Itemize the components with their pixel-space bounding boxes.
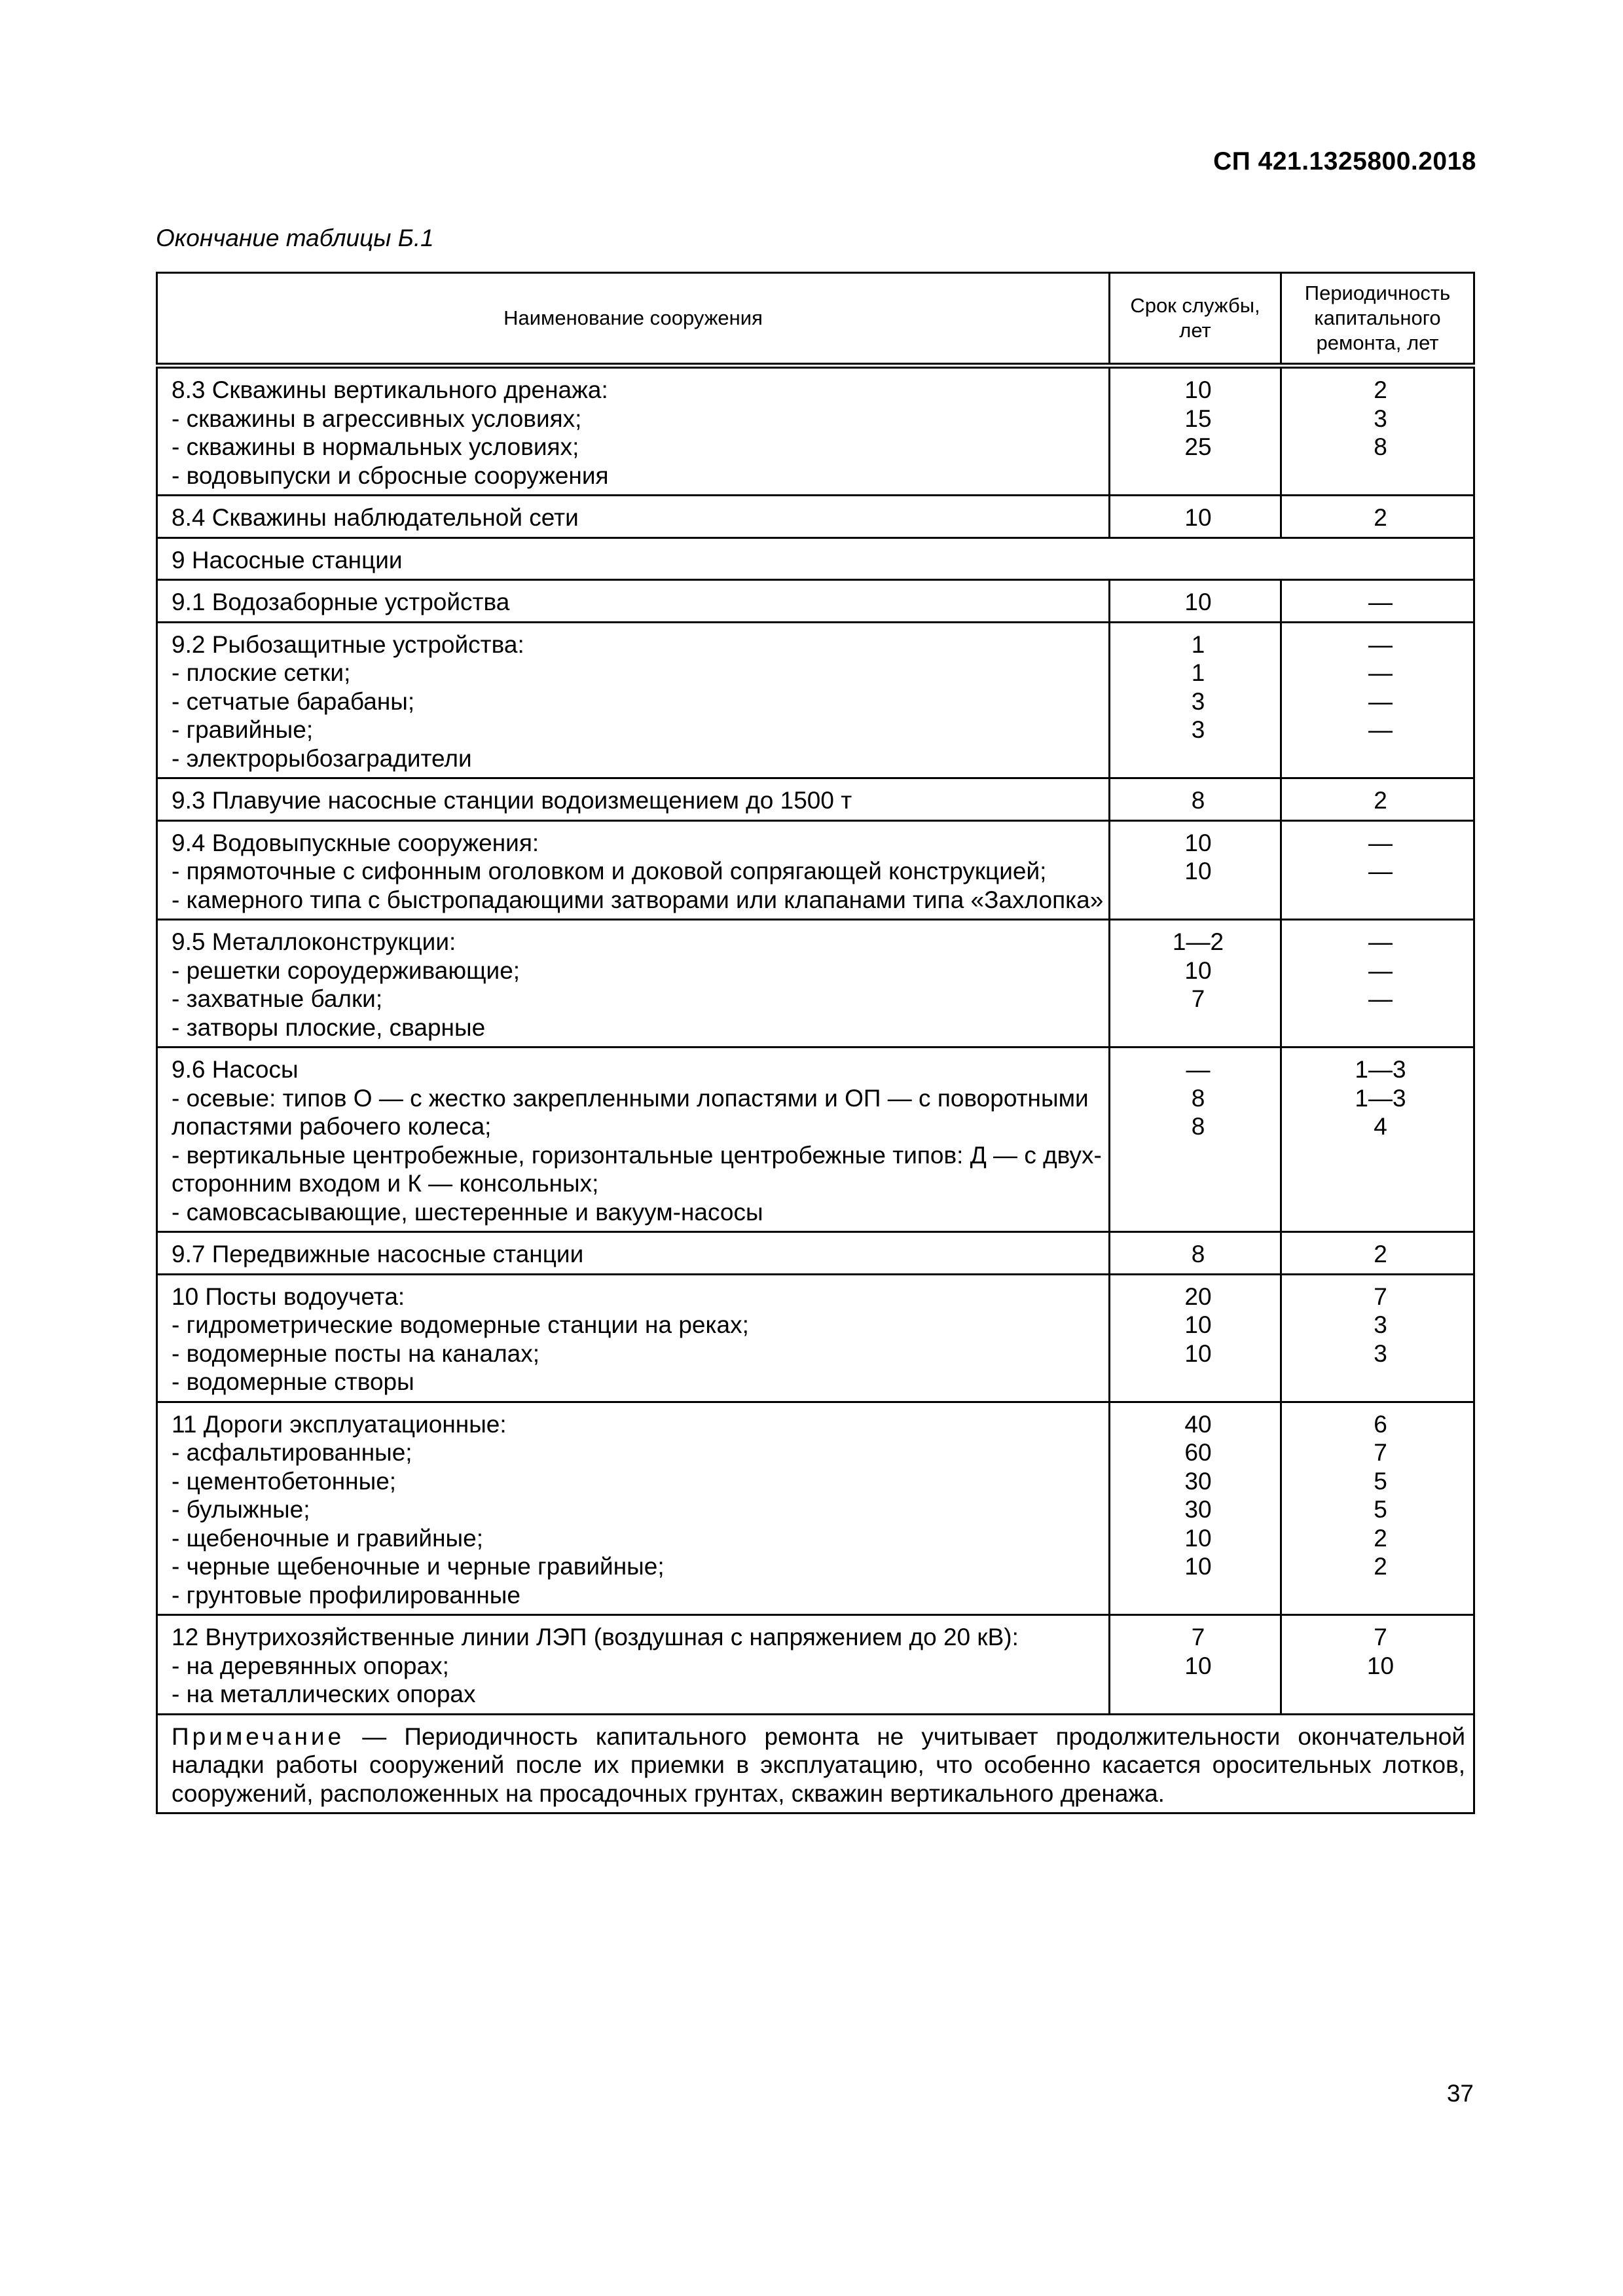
table-caption: Окончание таблицы Б.1	[156, 225, 434, 251]
table-row	[157, 580, 1474, 623]
repair-period-cell	[1281, 1274, 1474, 1402]
repair-period-cell-line: —	[1368, 829, 1393, 856]
structure-name-cell-line: - на металлических опорах	[172, 1681, 476, 1707]
structure-name-cell-line: - решетки сороудерживающие;	[172, 957, 520, 984]
structure-name-cell-line: - булыжные;	[172, 1496, 310, 1523]
structure-name-cell	[157, 1048, 1110, 1232]
structure-name-cell-line: - на деревянных опорах;	[172, 1652, 449, 1679]
table-row	[157, 538, 1474, 580]
structure-name-cell-line: - грунтовые профилированные	[172, 1581, 520, 1609]
repair-period-cell	[1281, 1048, 1474, 1232]
service-life-cell-line: 10	[1184, 957, 1212, 984]
service-life-cell	[1110, 366, 1281, 496]
service-life-cell	[1110, 1274, 1281, 1402]
repair-period-cell-line: —	[1368, 589, 1393, 615]
column-header-repair-period: Периодичность капитального ремонта, лет	[1281, 273, 1474, 366]
service-life-cell-line: 10	[1184, 504, 1212, 531]
structure-name-cell-line: 9.7 Передвижные насосные станции	[172, 1241, 584, 1267]
structure-name-cell-line: - гидрометрические водомерные станции на реках;	[172, 1311, 749, 1338]
table-row	[157, 1402, 1474, 1615]
table-row	[157, 1232, 1474, 1275]
service-life-cell-line: 8	[1191, 1113, 1205, 1140]
service-life-cell-line: 10	[1184, 1553, 1212, 1580]
service-life-cell-line: 7	[1191, 985, 1205, 1012]
service-life-cell	[1110, 820, 1281, 920]
structure-name-cell-line: - захватные балки;	[172, 985, 383, 1012]
service-life-table	[156, 272, 1475, 1814]
service-life-cell	[1110, 920, 1281, 1048]
service-life-cell-line: —	[1186, 1056, 1211, 1083]
structure-name-cell-line: 9.5 Металлоконструкции:	[172, 928, 456, 955]
repair-period-cell-line: —	[1368, 659, 1393, 686]
repair-period-cell-line: 1—3	[1355, 1084, 1406, 1112]
repair-period-cell-line: 2	[1374, 1524, 1387, 1552]
structure-name-cell-line: - прямоточные с сифонным оголовком и доковой сопрягающей конструкцией;	[172, 858, 1047, 884]
service-life-cell	[1110, 622, 1281, 778]
structure-name-cell-line: 9.3 Плавучие насосные станции водоизмещением до 1500 т	[172, 787, 852, 814]
repair-period-cell	[1281, 580, 1474, 623]
service-life-cell	[1110, 1232, 1281, 1275]
table-note-row	[157, 1714, 1474, 1813]
repair-period-cell	[1281, 1615, 1474, 1715]
repair-period-cell-line: —	[1368, 630, 1393, 658]
repair-period-cell	[1281, 366, 1474, 496]
note-label: Примечание	[172, 1722, 345, 1750]
structure-name-cell-line: - осевые: типов О — с жестко закрепленными лопастями и ОП — с поворотными	[172, 1084, 1089, 1112]
service-life-cell-line: 30	[1184, 1467, 1212, 1495]
service-life-cell-line: 3	[1191, 716, 1205, 743]
structure-name-cell-line: 10 Посты водоучета:	[172, 1283, 405, 1310]
structure-name-cell-line: - сетчатые барабаны;	[172, 687, 415, 715]
structure-name-cell-line: - водовыпуски и сбросные сооружения	[172, 462, 609, 489]
structure-name-cell-line: 9.4 Водовыпускные сооружения:	[172, 829, 539, 856]
service-life-cell-line: 1	[1191, 630, 1205, 658]
table-row	[157, 1048, 1474, 1232]
structure-name-cell-line: - черные щебеночные и черные гравийные;	[172, 1553, 665, 1580]
repair-period-cell-line: 4	[1374, 1113, 1387, 1140]
service-life-cell-line: 40	[1184, 1410, 1212, 1438]
table-row	[157, 820, 1474, 920]
service-life-cell-line: 8	[1191, 1084, 1205, 1112]
structure-name-cell	[157, 820, 1110, 920]
repair-period-cell-line: —	[1368, 858, 1393, 884]
table-row	[157, 366, 1474, 496]
structure-name-cell	[157, 496, 1110, 538]
structure-name-cell	[157, 622, 1110, 778]
service-life-cell	[1110, 1615, 1281, 1715]
service-life-cell-line: 10	[1184, 858, 1212, 884]
repair-period-cell	[1281, 920, 1474, 1048]
service-life-cell-line: 30	[1184, 1496, 1212, 1523]
repair-period-cell-line: —	[1368, 985, 1393, 1012]
service-life-cell-line: 8	[1191, 787, 1205, 814]
service-life-cell-line: 10	[1184, 589, 1212, 615]
structure-name-cell-line: 11 Дороги эксплуатационные:	[172, 1410, 507, 1438]
repair-period-cell-line: 5	[1374, 1496, 1387, 1523]
service-life-cell-line: 60	[1184, 1439, 1212, 1466]
repair-period-cell-line: 6	[1374, 1410, 1387, 1438]
structure-name-cell-line: - скважины в нормальных условиях;	[172, 433, 579, 460]
table-body	[157, 366, 1474, 1715]
repair-period-cell-line: 10	[1366, 1652, 1395, 1679]
repair-period-cell	[1281, 778, 1474, 821]
structure-name-cell-line: - скважины в агрессивных условиях;	[172, 405, 582, 432]
structure-name-cell-line: сторонним входом и К — консольных;	[172, 1170, 599, 1197]
repair-period-cell	[1281, 820, 1474, 920]
repair-period-cell-line: —	[1368, 957, 1393, 984]
service-life-cell-line: 1—2	[1172, 928, 1224, 955]
service-life-cell-line: 10	[1184, 829, 1212, 856]
structure-name-cell-line: - вертикальные центробежные, горизонтальные центробежные типов: Д — с двух-	[172, 1141, 1102, 1169]
repair-period-cell-line: 7	[1374, 1624, 1387, 1650]
structure-name-cell-line: 8.3 Скважины вертикального дренажа:	[172, 376, 608, 403]
table-row	[157, 920, 1474, 1048]
service-life-cell-line: 1	[1191, 659, 1205, 686]
repair-period-cell-line: 3	[1374, 1339, 1387, 1367]
table-row	[157, 496, 1474, 538]
structure-name-cell-line: - самовсасывающие, шестеренные и вакуум-насосы	[172, 1198, 763, 1226]
repair-period-cell-line: 2	[1374, 376, 1387, 403]
structure-name-cell	[157, 1232, 1110, 1275]
repair-period-cell-line: —	[1368, 716, 1393, 743]
repair-period-cell	[1281, 496, 1474, 538]
section-heading-cell-line: 9 Насосные станции	[172, 546, 403, 574]
structure-name-cell-line: 9.1 Водозаборные устройства	[172, 589, 510, 615]
service-life-cell	[1110, 496, 1281, 538]
structure-name-cell-line: 12 Внутрихозяйственные линии ЛЭП (воздушная с напряжением до 20 кВ):	[172, 1624, 1019, 1650]
column-header-service-life: Срок службы, лет	[1110, 273, 1281, 366]
table-row	[157, 778, 1474, 821]
table-row	[157, 622, 1474, 778]
structure-name-cell	[157, 580, 1110, 623]
repair-period-cell-line: 7	[1374, 1283, 1387, 1310]
service-life-cell-line: 10	[1184, 1311, 1212, 1338]
structure-name-cell-line: лопастями рабочего колеса;	[172, 1113, 492, 1140]
structure-name-cell-line: - водомерные посты на каналах;	[172, 1339, 540, 1367]
service-life-cell-line: 3	[1191, 687, 1205, 715]
structure-name-cell-line: - асфальтированные;	[172, 1439, 412, 1466]
section-heading-cell	[157, 538, 1474, 580]
structure-name-cell	[157, 1274, 1110, 1402]
service-life-cell	[1110, 778, 1281, 821]
page-number: 37	[1446, 2080, 1474, 2107]
structure-name-cell	[157, 366, 1110, 496]
repair-period-cell-line: 2	[1374, 787, 1387, 814]
table-row	[157, 1274, 1474, 1402]
repair-period-cell	[1281, 622, 1474, 778]
repair-period-cell-line: 2	[1374, 1241, 1387, 1267]
structure-name-cell-line: - электрорыбозаградители	[172, 744, 472, 772]
service-life-cell	[1110, 1402, 1281, 1615]
repair-period-cell-line: 2	[1374, 1553, 1387, 1580]
service-life-cell-line: 25	[1184, 433, 1212, 460]
structure-name-cell-line: - щебеночные и гравийные;	[172, 1524, 483, 1552]
service-life-cell-line: 7	[1191, 1624, 1205, 1650]
service-life-cell-line: 10	[1184, 376, 1212, 403]
document-code: СП 421.1325800.2018	[1213, 147, 1476, 175]
repair-period-cell	[1281, 1232, 1474, 1275]
service-life-cell-line: 15	[1184, 405, 1212, 432]
repair-period-cell-line: —	[1368, 687, 1393, 715]
repair-period-cell-line: —	[1368, 928, 1393, 955]
structure-name-cell-line: - затворы плоские, сварные	[172, 1013, 486, 1041]
structure-name-cell-line: - камерного типа с быстропадающими затворами или клапанами типа «Захлопка»	[172, 886, 1104, 913]
structure-name-cell	[157, 1402, 1110, 1615]
table-row	[157, 1615, 1474, 1715]
repair-period-cell-line: 1—3	[1355, 1056, 1406, 1083]
repair-period-cell-line: 2	[1374, 504, 1387, 531]
structure-name-cell-line: - водомерные створы	[172, 1368, 414, 1395]
service-life-cell-line: 8	[1191, 1241, 1205, 1267]
table-note	[157, 1714, 1474, 1813]
structure-name-cell-line: - гравийные;	[172, 716, 314, 743]
structure-name-cell	[157, 1615, 1110, 1715]
repair-period-cell-line: 3	[1374, 405, 1387, 432]
structure-name-cell-line: 8.4 Скважины наблюдательной сети	[172, 504, 579, 531]
structure-name-cell-line: - плоские сетки;	[172, 659, 351, 686]
service-life-cell	[1110, 580, 1281, 623]
service-life-cell-line: 10	[1184, 1524, 1212, 1552]
service-life-cell	[1110, 1048, 1281, 1232]
repair-period-cell-line: 7	[1374, 1439, 1387, 1466]
structure-name-cell-line: 9.2 Рыбозащитные устройства:	[172, 630, 524, 658]
repair-period-cell	[1281, 1402, 1474, 1615]
structure-name-cell	[157, 778, 1110, 821]
repair-period-cell-line: 8	[1374, 433, 1387, 460]
repair-period-cell-line: 3	[1374, 1311, 1387, 1338]
service-life-cell-line: 20	[1184, 1283, 1212, 1310]
repair-period-cell-line: 5	[1374, 1467, 1387, 1495]
structure-name-cell-line: - цементобетонные;	[172, 1467, 397, 1495]
structure-name-cell-line: 9.6 Насосы	[172, 1056, 299, 1083]
structure-name-cell	[157, 920, 1110, 1048]
column-header-name: Наименование сооружения	[157, 273, 1110, 366]
service-life-cell-line: 10	[1184, 1652, 1212, 1679]
note-text: — Периодичность капитального ремонта не учитывает продолжительности окончательной наладки работы сооружений после их приемки в эксплуатацию, что особенно касается оросительных лотков, сооружений, расположенных на просадочных грунтах, скважин вертикального дренажа.	[172, 1722, 1465, 1807]
service-life-cell-line: 10	[1184, 1339, 1212, 1367]
table-header-row	[157, 273, 1474, 366]
